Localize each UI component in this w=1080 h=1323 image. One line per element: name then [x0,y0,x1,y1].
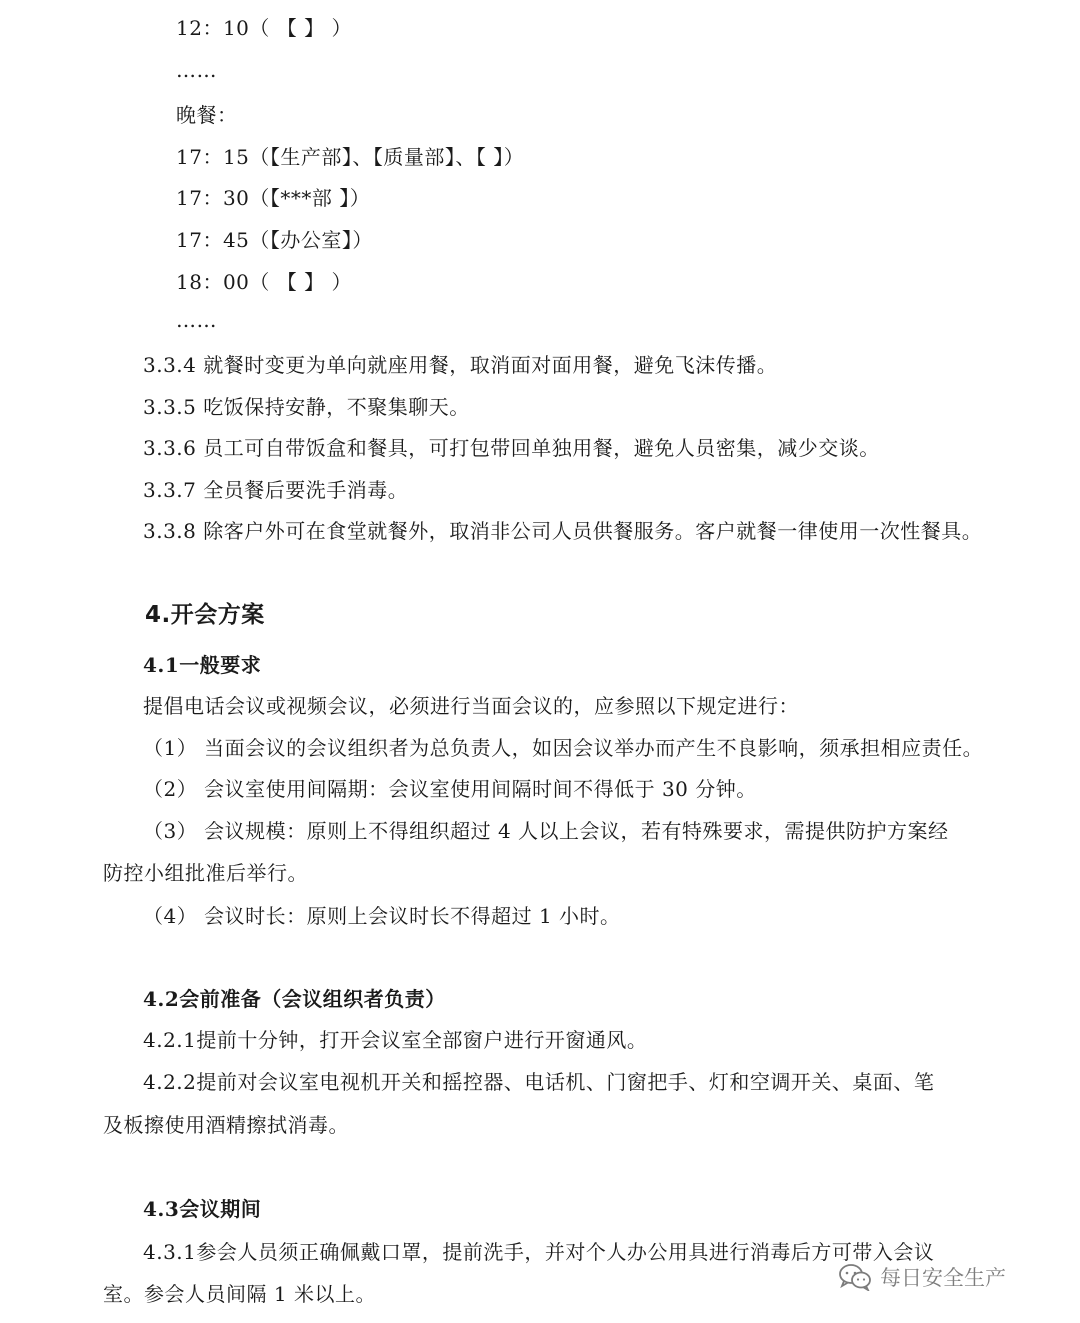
schedule-line-1745: 17：45（【办公室】） [176,228,373,252]
schedule-line-1800: 18：00（ 【 】 ） [176,270,352,294]
schedule-ellipsis-2: …… [176,308,217,332]
schedule-line-1730: 17：30（【***部 】） [176,186,371,210]
section-4-2-2a: 4.2.2提前对会议室电视机开关和摇控器、电话机、门窗把手、灯和空调开关、桌面、笔 [143,1070,935,1094]
rule-3-3-8: 3.3.8 除客户外可在食堂就餐外，取消非公司人员供餐服务。客户就餐一律使用一次性餐具。 [143,519,983,543]
section-4-2-1: 4.2.1提前十分钟，打开会议室全部窗户进行开窗通风。 [143,1028,648,1052]
wechat-icon [838,1263,872,1291]
section-4-1-title: 4.1一般要求 [143,653,262,677]
section-4-2-2b: 及板擦使用酒精擦拭消毒。 [103,1113,349,1137]
section-4-1-item-3a: （3） 会议规模：原则上不得组织超过 4 人以上会议，若有特殊要求，需提供防护方案经 [143,819,949,843]
section-4-3-1a: 4.3.1参会人员须正确佩戴口罩，提前洗手，并对个人办公用具进行消毒后方可带入会议 [143,1240,935,1264]
dinner-label: 晚餐： [176,103,238,127]
rule-3-3-7: 3.3.7 全员餐后要洗手消毒。 [143,478,409,502]
section-4-1-intro: 提倡电话会议或视频会议，必须进行当面会议的，应参照以下规定进行： [143,694,799,718]
section-4-1-item-1: （1） 当面会议的会议组织者为总负责人，如因会议举办而产生不良影响，须承担相应责任。 [143,736,984,760]
section-4-1-item-4: （4） 会议时长：原则上会议时长不得超过 1 小时。 [143,904,621,928]
schedule-line-1715: 17：15（【生产部】、【质量部】、【 】） [176,145,525,169]
section-4-2-title: 4.2会前准备（会议组织者负责） [143,987,446,1011]
schedule-line-1210: 12：10（ 【 】 ） [176,16,352,40]
section-4-3-1b: 室。参会人员间隔 1 米以上。 [103,1282,376,1306]
section-4-title: 4.开会方案 [145,602,265,628]
schedule-ellipsis-1: …… [176,58,217,82]
watermark [838,1262,1006,1292]
section-4-1-item-2: （2） 会议室使用间隔期：会议室使用间隔时间不得低于 30 分钟。 [143,777,757,801]
rule-3-3-6: 3.3.6 员工可自带饭盒和餐具，可打包带回单独用餐，避免人员密集，减少交谈。 [143,436,880,460]
section-4-3-title: 4.3会议期间 [143,1197,262,1221]
rule-3-3-4: 3.3.4 就餐时变更为单向就座用餐，取消面对面用餐，避免飞沫传播。 [143,353,778,377]
watermark-text: 每日安全生产 [880,1266,1006,1290]
rule-3-3-5: 3.3.5 吃饭保持安静，不聚集聊天。 [143,395,470,419]
section-4-1-item-3b: 防控小组批准后举行。 [103,861,308,885]
